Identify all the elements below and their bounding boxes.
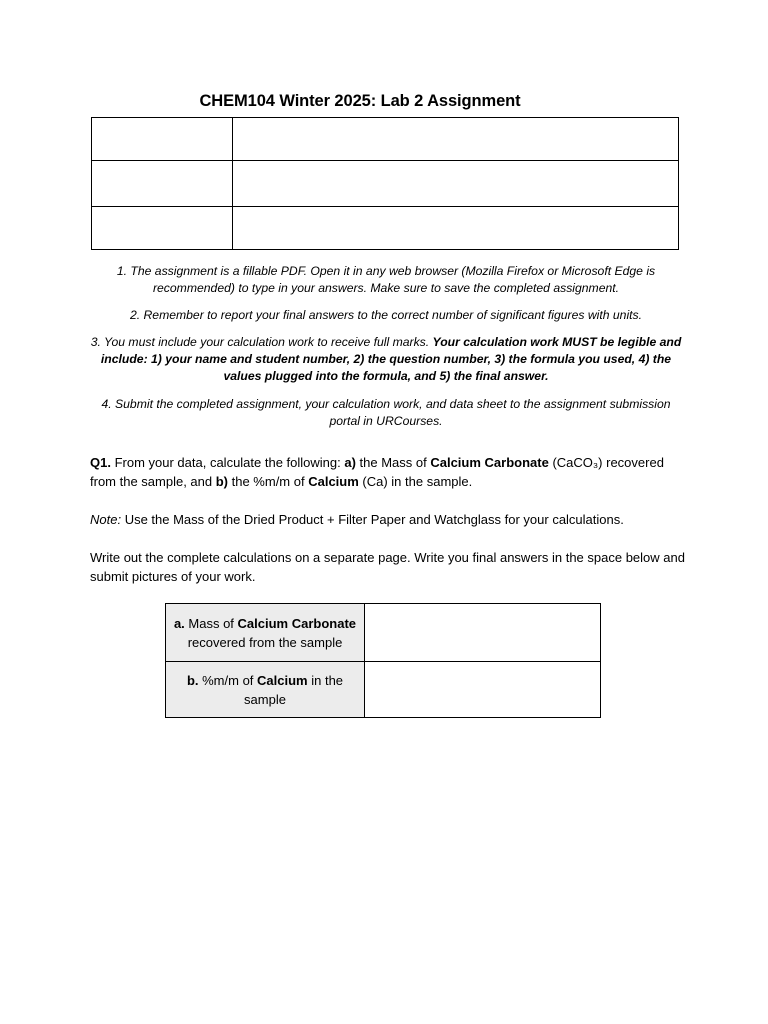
info-label-field-2[interactable] [92, 176, 232, 191]
write-out-paragraph: Write out the complete calculations on a separate page. Write you final answers in the space below and submit pictures of your work. [90, 550, 685, 584]
note-text: Use the Mass of the Dried Product + Filter Paper and Watchglass for your calculations. [121, 512, 624, 527]
answer-row-a [166, 604, 601, 662]
answer-b-question [166, 662, 365, 718]
answer-b-field[interactable] [365, 682, 600, 697]
answer-a-text: recovered from the sample [187, 634, 343, 650]
info-value-cell[interactable] [233, 161, 679, 207]
info-value-field-3[interactable] [233, 220, 678, 235]
question-text: (Ca) in the sample. [358, 474, 473, 489]
info-value-field-2[interactable] [233, 176, 678, 191]
info-label-cell[interactable] [92, 118, 233, 161]
calcium-carbonate-term: Calcium Carbonate [430, 455, 549, 470]
answer-a-field[interactable] [365, 625, 600, 640]
instruction-3 [90, 334, 682, 385]
answer-table [165, 603, 601, 718]
part-b-label: b) [215, 474, 229, 489]
note-paragraph [90, 510, 690, 529]
answer-row-b [166, 662, 601, 718]
info-row [92, 118, 679, 161]
student-info-table [91, 117, 679, 250]
answer-a-prefix: a. [173, 615, 185, 631]
answer-b-prefix: b. [186, 672, 199, 688]
instruction-3-emphasis: Your calculation work MUST be legible and include: 1) your name and student number, 2) the question number, 3) the formula you used, 4) the values plugged into the formula, and 5) the final answer. [100, 335, 682, 383]
question-text: the Mass of [355, 455, 431, 470]
instruction-2: 2. Remember to report your final answers to the correct number of significant figures with units. [129, 308, 643, 322]
answer-a-cell[interactable] [365, 604, 601, 662]
info-value-field-1[interactable] [233, 131, 678, 146]
answer-a-question [166, 604, 365, 662]
instruction-4: 4. Submit the completed assignment, your calculation work, and data sheet to the assignment submission portal in URCourses. [101, 397, 671, 428]
instruction-1: 1. The assignment is a fillable PDF. Open it in any web browser (Mozilla Firefox or Microsoft Edge is recommended) to type in your answers. Make sure to save the completed assignment. [116, 264, 656, 295]
answer-b-text: in the sample [244, 672, 344, 707]
question-1 [90, 453, 690, 491]
page-title: CHEM104 Winter 2025: Lab 2 Assignment [199, 92, 521, 110]
info-row [92, 161, 679, 207]
info-label-field-3[interactable] [92, 220, 232, 235]
note-label: Note: [90, 512, 122, 527]
question-text: the %m/m of [228, 474, 309, 489]
info-value-cell[interactable] [233, 207, 679, 250]
info-value-cell[interactable] [233, 118, 679, 161]
part-a-label: a) [344, 455, 356, 470]
answer-b-cell[interactable] [365, 662, 601, 718]
question-label: Q1. [90, 455, 111, 470]
answer-a-text: Mass of [184, 615, 238, 631]
answer-b-term: Calcium [257, 672, 308, 688]
info-label-cell[interactable] [92, 207, 233, 250]
question-text: From your data, calculate the following: [110, 455, 345, 470]
info-label-cell[interactable] [92, 161, 233, 207]
answer-b-text: %m/m of [198, 672, 258, 688]
question-text: (CaCO₃) recovered from the sample, and [90, 455, 664, 489]
calcium-term: Calcium [308, 474, 359, 489]
info-label-field-1[interactable] [92, 131, 232, 146]
answer-a-term: Calcium Carbonate [237, 615, 357, 631]
instruction-3-text: 3. You must include your calculation work to receive full marks. [90, 335, 433, 349]
info-row [92, 207, 679, 250]
